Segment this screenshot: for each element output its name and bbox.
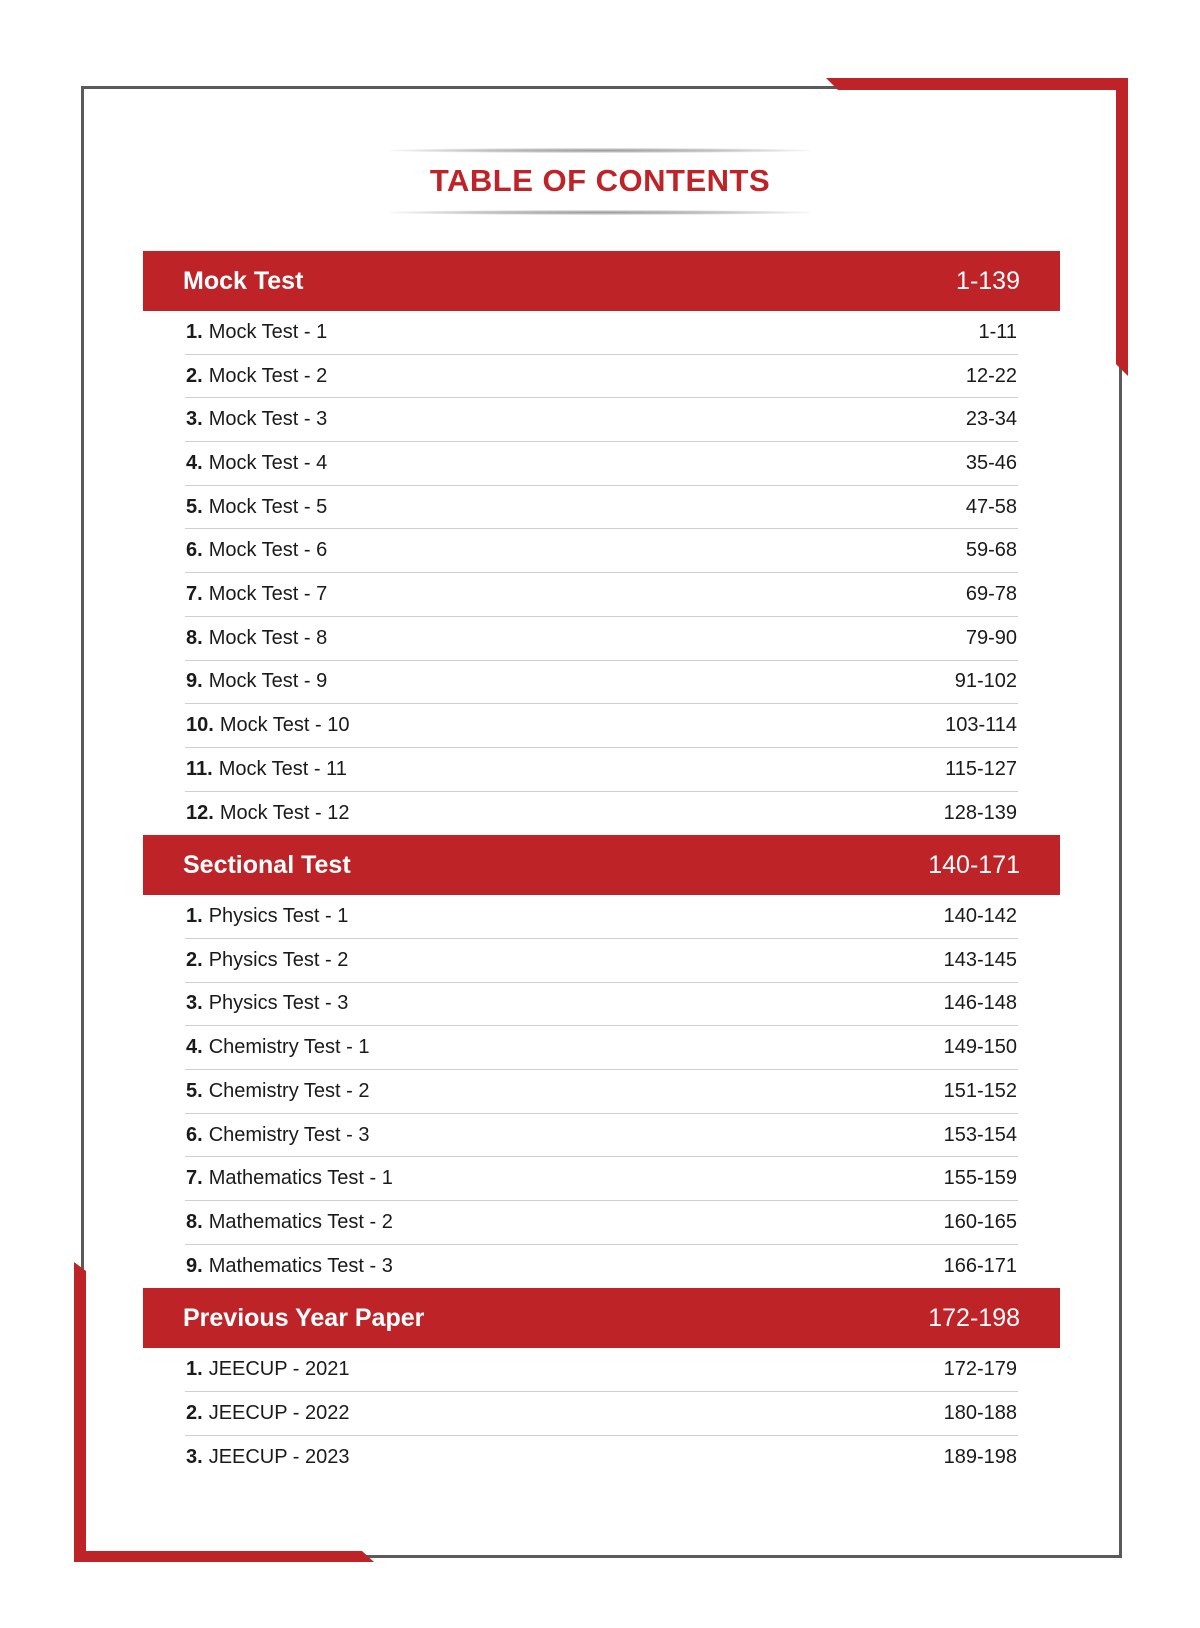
entry-number: 3. (186, 1446, 203, 1469)
entry-page-range: 12-22 (965, 364, 1017, 387)
entry-label: Mock Test - 10 (219, 714, 350, 737)
toc-entry[interactable] (185, 939, 1018, 983)
entry-label: Physics Test - 1 (208, 905, 349, 928)
entry-label: Mock Test - 1 (208, 320, 328, 343)
table-of-contents (143, 251, 1060, 1480)
toc-entry[interactable] (185, 398, 1018, 442)
corner-accent-bottom (74, 1551, 374, 1562)
toc-entry[interactable] (185, 529, 1018, 573)
entry-number: 1. (186, 320, 203, 343)
corner-accent-right (1116, 78, 1128, 376)
toc-entry[interactable] (185, 486, 1018, 530)
toc-entry[interactable] (185, 792, 1018, 836)
entry-label: Mock Test - 2 (208, 364, 328, 387)
entry-label: JEECUP - 2022 (208, 1401, 350, 1424)
entry-label: Physics Test - 2 (208, 948, 349, 971)
entry-title (186, 1080, 369, 1103)
entry-title (186, 583, 327, 606)
entry-title (186, 539, 327, 562)
entry-number: 4. (186, 1036, 203, 1059)
toc-entry[interactable] (185, 1201, 1018, 1245)
section-title: Previous Year Paper (183, 1303, 425, 1332)
entry-title (186, 1124, 369, 1147)
toc-entry[interactable] (185, 1070, 1018, 1114)
entry-page-range: 166-171 (943, 1255, 1017, 1278)
toc-entry[interactable] (185, 983, 1018, 1027)
entry-page-range: 59-68 (965, 539, 1017, 562)
entry-page-range: 47-58 (965, 495, 1017, 518)
entry-number: 5. (186, 495, 203, 518)
section-header (143, 1288, 1060, 1348)
entry-number: 10. (186, 714, 214, 737)
entry-page-range: 146-148 (943, 992, 1017, 1015)
entry-label: Mathematics Test - 1 (208, 1167, 393, 1190)
entry-number: 4. (186, 451, 203, 474)
entry-page-range: 151-152 (943, 1079, 1017, 1102)
entry-number: 1. (186, 905, 203, 928)
entry-title (186, 321, 327, 344)
entry-title (186, 905, 348, 928)
toc-entry[interactable] (185, 748, 1018, 792)
entry-title (186, 949, 348, 972)
entry-page-range: 103-114 (945, 714, 1017, 737)
entry-label: Mock Test - 9 (208, 670, 328, 693)
entry-label: Physics Test - 3 (208, 992, 349, 1015)
entry-title (186, 627, 327, 650)
section-header (143, 835, 1060, 895)
entry-title (186, 1446, 350, 1469)
toc-entry[interactable] (185, 1392, 1018, 1436)
entry-label: JEECUP - 2023 (208, 1446, 350, 1469)
entry-label: Chemistry Test - 2 (208, 1079, 370, 1102)
entry-list (185, 1348, 1018, 1479)
corner-accent-top (826, 78, 1128, 90)
entry-title (186, 408, 327, 431)
entry-number: 9. (186, 670, 203, 693)
toc-entry[interactable] (185, 573, 1018, 617)
entry-title (186, 1255, 393, 1278)
entry-page-range: 189-198 (943, 1446, 1017, 1469)
entry-number: 2. (186, 1401, 203, 1424)
section-title: Sectional Test (183, 850, 351, 879)
entry-label: Mathematics Test - 3 (208, 1255, 393, 1278)
page-title: TABLE OF CONTENTS (429, 163, 771, 198)
toc-entry[interactable] (185, 1348, 1018, 1392)
entry-number: 1. (186, 1358, 203, 1381)
entry-number: 8. (186, 1210, 203, 1233)
title-banner (390, 145, 810, 225)
section-page-range: 1-139 (956, 266, 1020, 295)
title-top-rule (390, 148, 810, 153)
entry-title (186, 992, 348, 1015)
toc-entry[interactable] (185, 1157, 1018, 1201)
entry-label: Mock Test - 5 (208, 495, 328, 518)
entry-page-range: 172-179 (943, 1358, 1017, 1381)
section-header (143, 251, 1060, 311)
entry-page-range: 69-78 (965, 582, 1017, 605)
entry-number: 8. (186, 626, 203, 649)
entry-label: Chemistry Test - 1 (208, 1036, 370, 1059)
entry-label: Mock Test - 11 (218, 757, 347, 780)
toc-entry[interactable] (185, 661, 1018, 705)
entry-page-range: 23-34 (965, 408, 1017, 431)
entry-number: 7. (186, 582, 203, 605)
entry-page-range: 155-159 (943, 1167, 1017, 1190)
entry-number: 3. (186, 992, 203, 1015)
entry-list (185, 895, 1018, 1288)
entry-page-range: 143-145 (943, 948, 1017, 971)
entry-page-range: 115-127 (945, 757, 1017, 780)
entry-label: JEECUP - 2021 (208, 1358, 350, 1381)
entry-label: Mock Test - 8 (208, 626, 328, 649)
entry-page-range: 35-46 (965, 451, 1017, 474)
corner-accent-left (74, 1262, 86, 1562)
entry-page-range: 160-165 (943, 1210, 1017, 1233)
entry-title (186, 670, 327, 693)
entry-number: 12. (186, 801, 214, 824)
entry-title (186, 714, 350, 737)
entry-label: Mock Test - 7 (208, 582, 328, 605)
entry-page-range: 128-139 (943, 801, 1017, 824)
entry-list (185, 311, 1018, 835)
entry-label: Mock Test - 3 (208, 408, 328, 431)
entry-title (186, 365, 327, 388)
entry-title (186, 1036, 369, 1059)
toc-entry[interactable] (185, 442, 1018, 486)
toc-entry[interactable] (185, 311, 1018, 355)
entry-title (186, 758, 347, 781)
toc-entry[interactable] (185, 1245, 1018, 1289)
entry-number: 2. (186, 364, 203, 387)
entry-title (186, 496, 327, 519)
entry-label: Chemistry Test - 3 (208, 1123, 370, 1146)
entry-page-range: 180-188 (943, 1401, 1017, 1424)
toc-entry[interactable] (185, 1026, 1018, 1070)
entry-label: Mock Test - 6 (208, 539, 328, 562)
entry-title (186, 1402, 350, 1425)
entry-title (186, 802, 350, 825)
entry-label: Mock Test - 12 (219, 801, 350, 824)
toc-entry[interactable] (185, 617, 1018, 661)
toc-entry[interactable] (185, 1436, 1018, 1480)
toc-entry[interactable] (185, 704, 1018, 748)
entry-number: 6. (186, 1123, 203, 1146)
entry-number: 6. (186, 539, 203, 562)
entry-number: 2. (186, 948, 203, 971)
section-title: Mock Test (183, 266, 304, 295)
entry-number: 9. (186, 1255, 203, 1278)
section-page-range: 172-198 (928, 1303, 1020, 1332)
entry-page-range: 149-150 (943, 1036, 1017, 1059)
entry-page-range: 91-102 (954, 670, 1017, 693)
entry-page-range: 79-90 (965, 626, 1017, 649)
entry-title (186, 1358, 350, 1381)
entry-label: Mock Test - 4 (208, 451, 328, 474)
entry-title (186, 1211, 393, 1234)
title-bottom-rule (390, 210, 810, 215)
entry-number: 11. (186, 757, 213, 780)
entry-page-range: 1-11 (978, 320, 1017, 343)
entry-label: Mathematics Test - 2 (208, 1210, 393, 1233)
entry-page-range: 153-154 (943, 1123, 1017, 1146)
entry-title (186, 1167, 393, 1190)
entry-number: 3. (186, 408, 203, 431)
entry-page-range: 140-142 (943, 905, 1017, 928)
section-page-range: 140-171 (928, 850, 1020, 879)
entry-number: 7. (186, 1167, 203, 1190)
entry-title (186, 452, 327, 475)
toc-entry[interactable] (185, 1114, 1018, 1158)
toc-entry[interactable] (185, 895, 1018, 939)
entry-number: 5. (186, 1079, 203, 1102)
toc-entry[interactable] (185, 355, 1018, 399)
